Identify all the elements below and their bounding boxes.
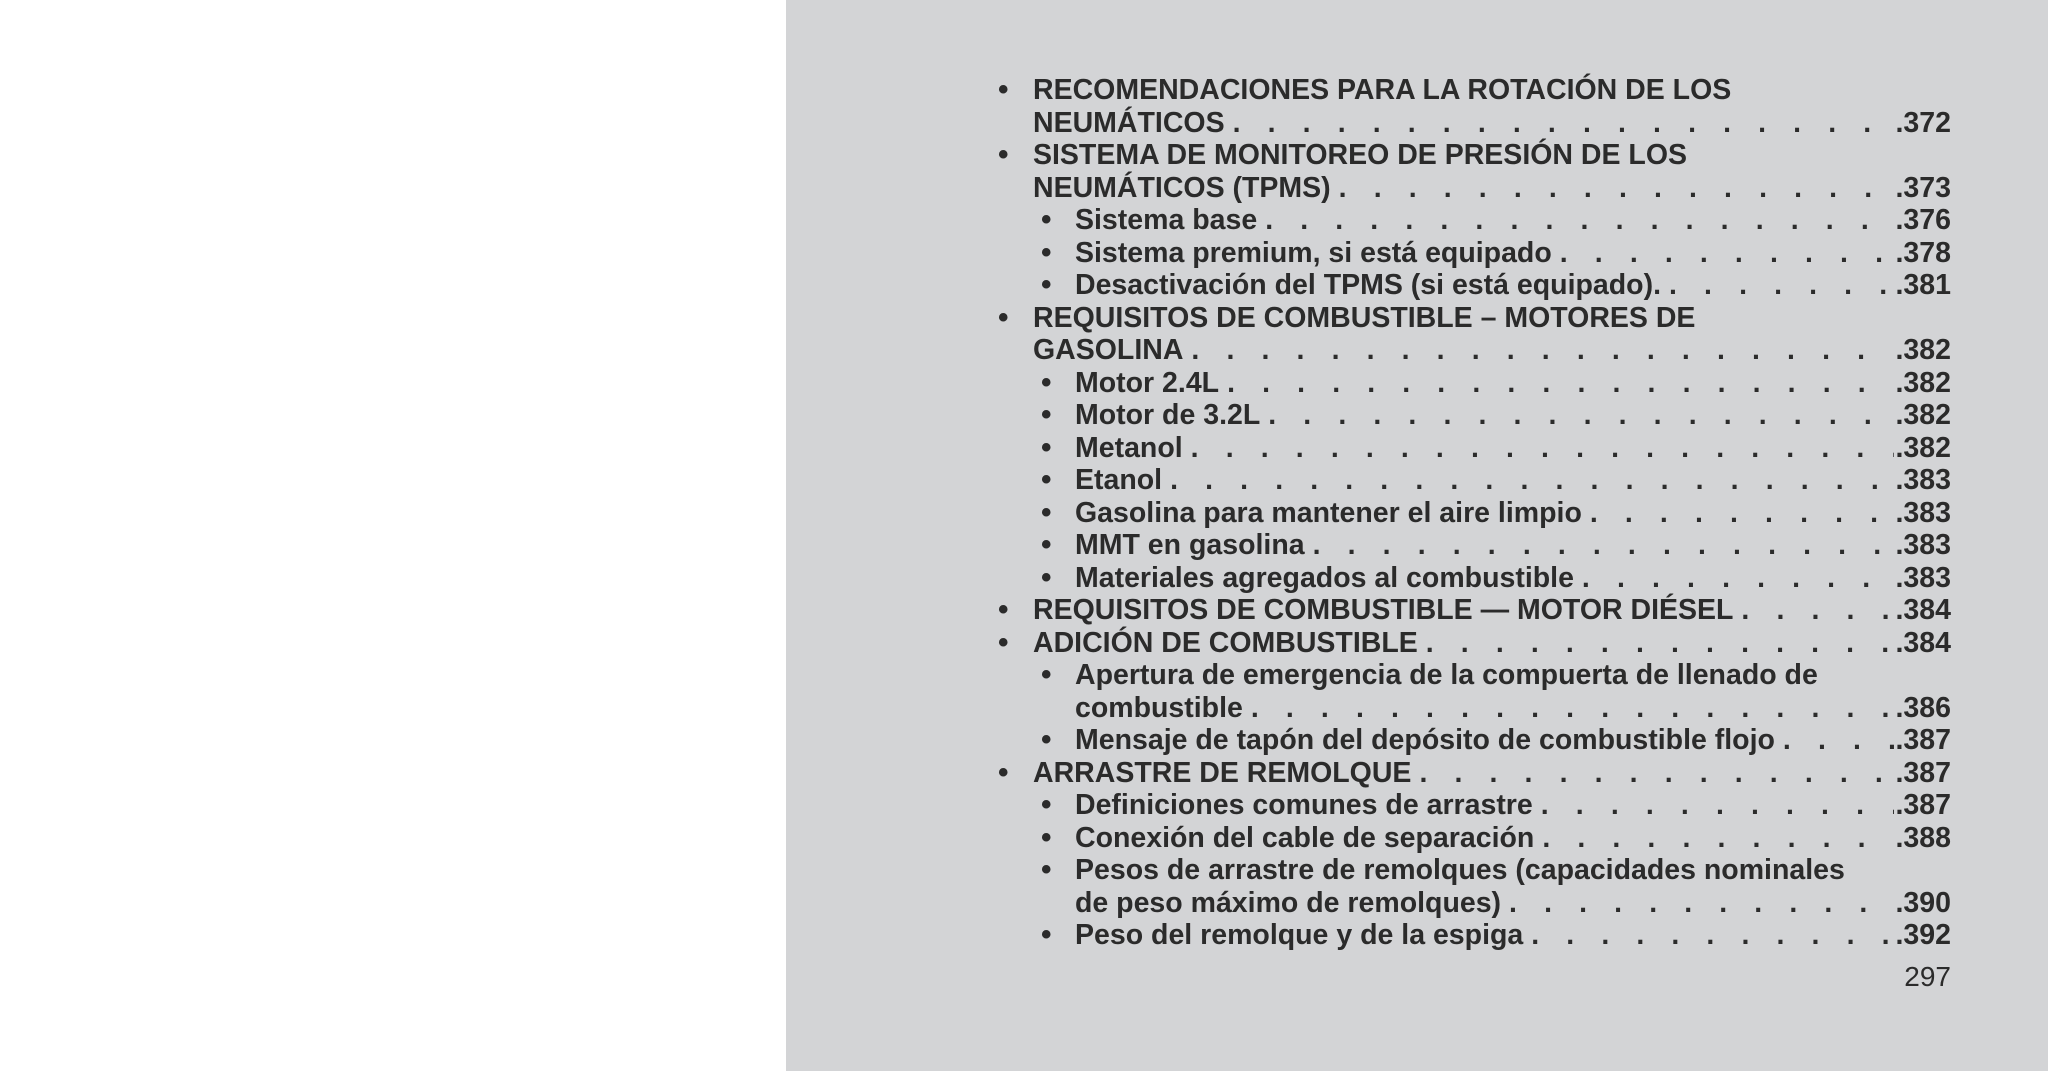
toc-page-number: .387: [1895, 724, 1951, 756]
toc-entry-leader-line: combustible . . . .386: [1075, 692, 1951, 725]
toc-entry-emergency-fuel-door[interactable]: [994, 659, 1951, 724]
toc-entry-leader-line: de peso máximo de remolques) . . . .390: [1075, 887, 1951, 920]
dot-leader: [1669, 269, 1894, 302]
toc-entry-leader-line: Sistema premium, si está equipado . . . .378: [1075, 237, 1951, 270]
dot-leader: [1268, 399, 1893, 432]
bullet-icon: •: [1041, 820, 1052, 854]
toc-page-number: .382: [1895, 399, 1951, 431]
bullet-icon: •: [1041, 203, 1052, 236]
dot-leader: [1531, 919, 1893, 952]
toc-entry-fuel-diesel[interactable]: [994, 594, 1951, 627]
toc-page-number: .372: [1895, 106, 1951, 139]
bullet-icon: •: [1041, 268, 1052, 301]
toc-entry-ethanol[interactable]: [994, 464, 1951, 497]
toc-entry-breakaway-cable[interactable]: [994, 822, 1951, 855]
dot-leader: [1509, 887, 1893, 920]
dot-leader: [1542, 822, 1893, 855]
dot-leader: [1251, 692, 1894, 725]
toc-entry-leader-line: Motor de 3.2L . . . .382: [1075, 399, 1951, 432]
toc-entry-trailer-weights[interactable]: [994, 854, 1951, 919]
bullet-icon: •: [1041, 788, 1052, 821]
bullet-icon: •: [1041, 398, 1052, 431]
bullet-icon: •: [1041, 853, 1052, 886]
bullet-icon: •: [1041, 723, 1052, 756]
toc-entry-leader-line: ADICIÓN DE COMBUSTIBLE . . . .384: [1033, 627, 1951, 660]
bullet-icon: •: [1041, 365, 1052, 399]
bullet-icon: •: [998, 138, 1009, 171]
bullet-icon: •: [1041, 528, 1052, 561]
dot-leader: [1170, 464, 1893, 497]
toc-page-number: .382: [1895, 334, 1951, 366]
bullet-icon: •: [1041, 430, 1052, 464]
dot-leader: [1313, 529, 1894, 562]
toc-entry-tire-rotation[interactable]: [994, 74, 1951, 139]
dot-leader: [1783, 724, 1894, 757]
dot-leader: [1233, 107, 1894, 140]
bullet-icon: •: [998, 593, 1009, 626]
toc-entry-methanol[interactable]: [994, 432, 1951, 465]
bullet-icon: •: [998, 73, 1009, 106]
toc-entry-title-line: Apertura de emergencia de la compuerta de llenado de: [1075, 659, 1818, 691]
toc-entry-engine-32[interactable]: [994, 399, 1951, 432]
toc-entry-leader-line: Motor 2.4L . . . .382: [1075, 367, 1951, 400]
dot-leader: [1741, 594, 1893, 627]
blank-facing-page: [0, 0, 786, 1071]
toc-page-number: .387: [1895, 789, 1951, 821]
bullet-icon: •: [1041, 658, 1052, 691]
toc-entry-leader-line: NEUMÁTICOS . . . .372: [1033, 107, 1951, 140]
bullet-icon: •: [1041, 560, 1052, 594]
toc-entry-tpms[interactable]: [994, 139, 1951, 204]
toc-page-number: .373: [1895, 171, 1951, 204]
toc-entry-trailer-towing[interactable]: [994, 757, 1951, 790]
toc-entry-title-line: REQUISITOS DE COMBUSTIBLE – MOTORES DE: [1033, 301, 1696, 334]
bullet-icon: •: [1041, 495, 1052, 529]
toc-entry-leader-line: Peso del remolque y de la espiga . . . .392: [1075, 919, 1951, 952]
toc-entry-leader-line: Conexión del cable de separación . . . .388: [1075, 822, 1951, 855]
toc-entry-title-line: SISTEMA DE MONITOREO DE PRESIÓN DE LOS: [1033, 139, 1687, 171]
toc-entry-loose-gas-cap[interactable]: [994, 724, 1951, 757]
toc-page-number: .384: [1895, 626, 1951, 659]
toc-entry-leader-line: GASOLINA . . . .382: [1033, 334, 1951, 367]
toc-entry-engine-24[interactable]: [994, 367, 1951, 400]
toc-entry-base-system[interactable]: [994, 204, 1951, 237]
toc-page-number: .392: [1895, 919, 1951, 951]
dot-leader: [1227, 367, 1893, 400]
toc-page-number: .383: [1895, 561, 1951, 594]
toc-entry-leader-line: Etanol . . . .383: [1075, 464, 1951, 497]
dot-leader: [1426, 627, 1894, 660]
bullet-icon: •: [1041, 918, 1052, 951]
bullet-icon: •: [998, 625, 1009, 659]
toc-entry-leader-line: Desactivación del TPMS (si está equipado). . . . .381: [1075, 269, 1951, 302]
page-number: 297: [1904, 961, 1951, 992]
toc-page-number: .387: [1895, 756, 1951, 789]
toc-page-number: .382: [1895, 366, 1951, 399]
toc-page-number: .382: [1895, 431, 1951, 464]
toc-entry-premium-system[interactable]: [994, 237, 1951, 270]
dot-leader: [1339, 172, 1894, 205]
dot-leader: [1560, 237, 1894, 270]
toc-entry-leader-line: Materiales agregados al combustible . . . .383: [1075, 562, 1951, 595]
toc-page-number: .376: [1895, 204, 1951, 236]
toc-entry-leader-line: Mensaje de tapón del depósito de combustible flojo . . . .387: [1075, 724, 1951, 757]
dot-leader: [1582, 562, 1894, 595]
table-of-contents: [994, 74, 1951, 952]
bullet-icon: •: [1041, 463, 1052, 496]
toc-entry-adding-fuel[interactable]: [994, 627, 1951, 660]
dot-leader: [1191, 432, 1894, 465]
toc-entry-towing-definitions[interactable]: [994, 789, 1951, 822]
toc-page-number: .386: [1895, 691, 1951, 724]
toc-page-number: .390: [1895, 886, 1951, 919]
toc-entry-clean-air-gasoline[interactable]: [994, 497, 1951, 530]
toc-entry-leader-line: Sistema base . . . .376: [1075, 204, 1951, 237]
toc-entry-leader-line: Definiciones comunes de arrastre . . . .387: [1075, 789, 1951, 822]
toc-entry-leader-line: NEUMÁTICOS (TPMS) . . . .373: [1033, 172, 1951, 205]
toc-entry-leader-line: Gasolina para mantener el aire limpio . . . .383: [1075, 497, 1951, 530]
toc-page-number: .383: [1895, 464, 1951, 496]
dot-leader: [1191, 334, 1893, 367]
toc-entry-mmt[interactable]: [994, 529, 1951, 562]
toc-page-number: .383: [1895, 529, 1951, 561]
dot-leader: [1590, 497, 1894, 530]
toc-entry-leader-line: REQUISITOS DE COMBUSTIBLE — MOTOR DIÉSEL . . . .384: [1033, 594, 1951, 627]
toc-page-number: .388: [1895, 821, 1951, 854]
dot-leader: [1265, 204, 1893, 237]
toc-page-number: .384: [1895, 594, 1951, 626]
toc-page-number: .381: [1895, 269, 1951, 301]
toc-entry-tpms-deactivation[interactable]: [994, 269, 1951, 302]
toc-entry-fuel-additives[interactable]: [994, 562, 1951, 595]
dot-leader: [1419, 757, 1893, 790]
bullet-icon: •: [1041, 235, 1052, 269]
toc-entry-leader-line: ARRASTRE DE REMOLQUE . . . .387: [1033, 757, 1951, 790]
dot-leader: [1541, 789, 1894, 822]
toc-entry-fuel-gasoline[interactable]: [994, 302, 1951, 367]
toc-entry-leader-line: Metanol . . . .382: [1075, 432, 1951, 465]
toc-page-number: .378: [1895, 236, 1951, 269]
bullet-icon: •: [998, 755, 1009, 789]
bullet-icon: •: [998, 300, 1009, 334]
toc-entry-trailer-tongue-weight[interactable]: [994, 919, 1951, 952]
toc-page-number: .383: [1895, 496, 1951, 529]
toc-entry-title-line: RECOMENDACIONES PARA LA ROTACIÓN DE LOS: [1033, 74, 1732, 106]
toc-entry-title-line: Pesos de arrastre de remolques (capacidades nominales: [1075, 854, 1845, 886]
toc-entry-leader-line: MMT en gasolina . . . .383: [1075, 529, 1951, 562]
